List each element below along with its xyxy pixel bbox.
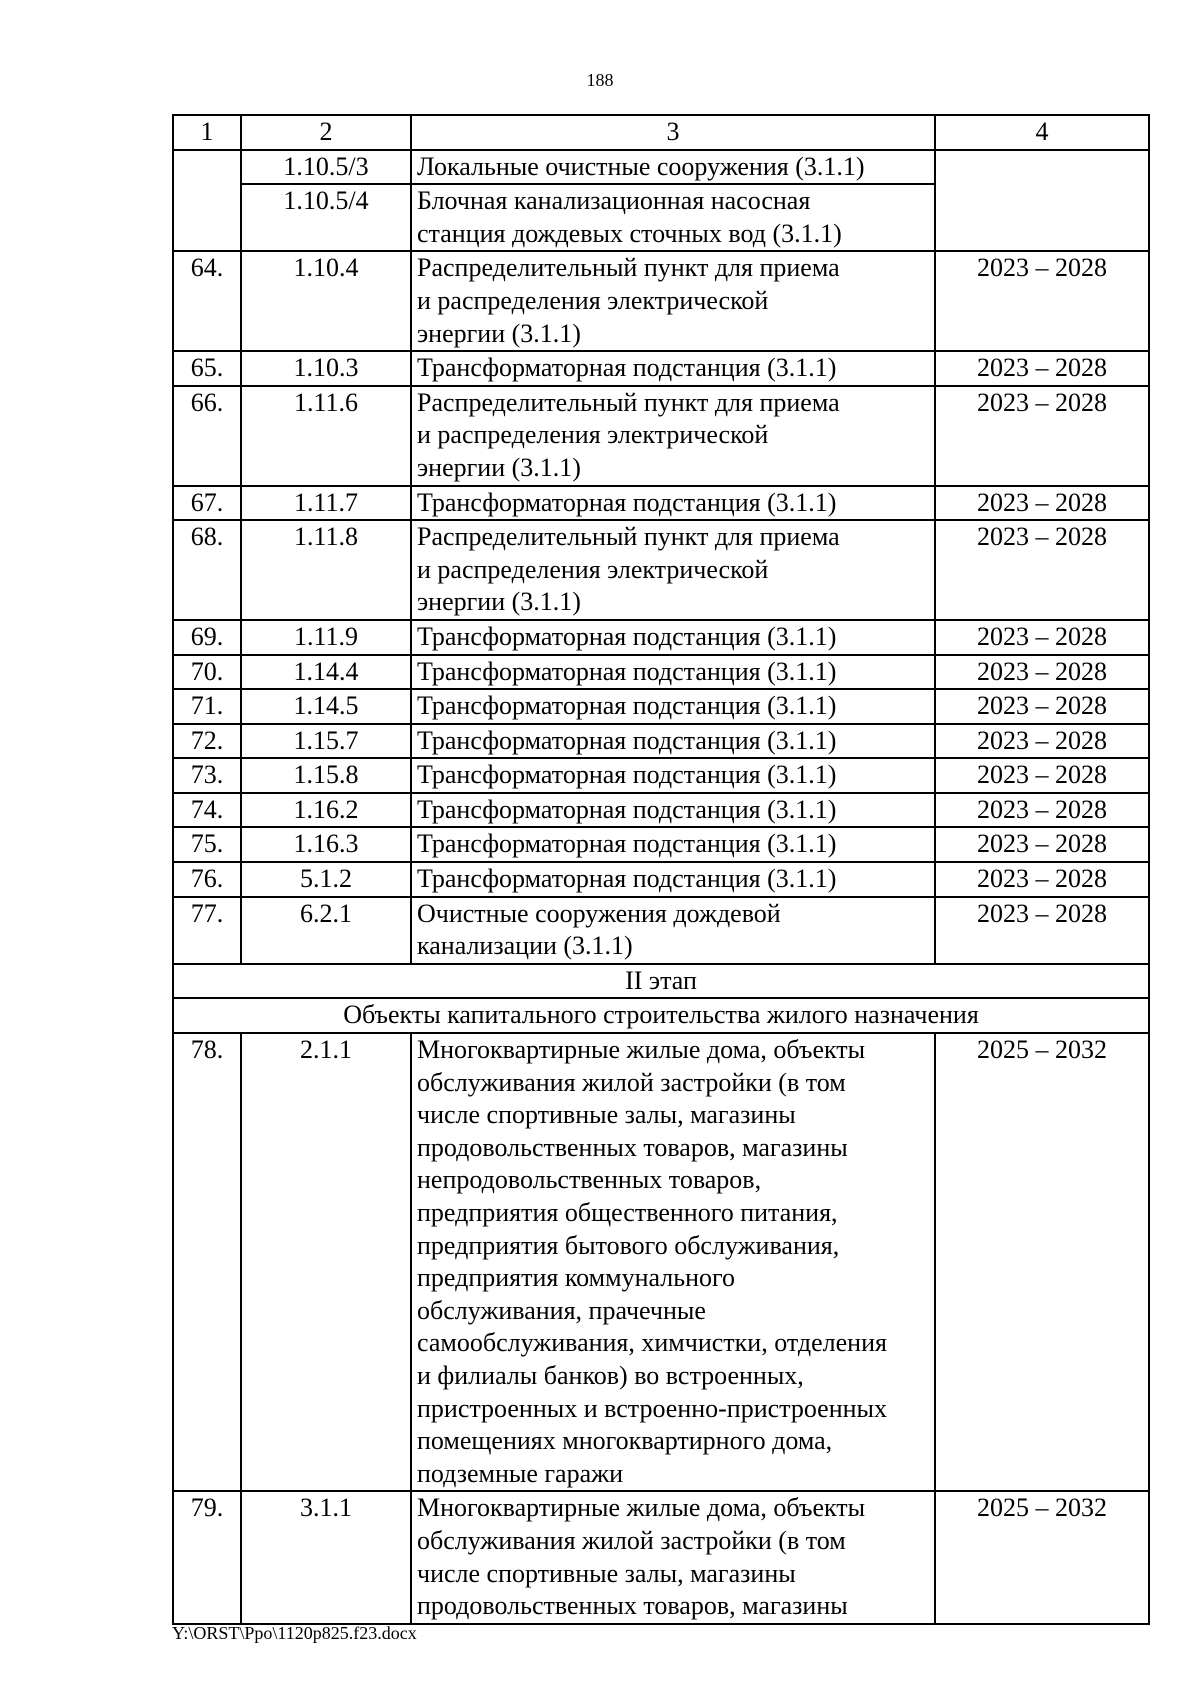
row-code: 5.1.2 <box>241 862 411 897</box>
table-row <box>173 520 1149 620</box>
row-code: 3.1.1 <box>241 1491 411 1623</box>
row-period: 2023 – 2028 <box>935 897 1149 964</box>
row-period: 2023 – 2028 <box>935 351 1149 386</box>
row-code: 1.10.5/3 <box>241 150 411 185</box>
table-header-row <box>173 115 1149 150</box>
row-code: 1.15.7 <box>241 724 411 759</box>
page-number: 188 <box>586 70 614 90</box>
header-cell: 1 <box>173 115 241 150</box>
row-code: 1.11.9 <box>241 620 411 655</box>
row-number: 76. <box>173 862 241 897</box>
file-path-footer: Y:\ORST\Ppo\1120p825.f23.docx <box>172 1623 417 1643</box>
row-number: 78. <box>173 1033 241 1491</box>
row-number: 70. <box>173 655 241 690</box>
row-description: Трансформаторная подстанция (3.1.1) <box>411 862 935 897</box>
row-period: 2023 – 2028 <box>935 862 1149 897</box>
row-period: 2023 – 2028 <box>935 793 1149 828</box>
table-row <box>173 620 1149 655</box>
row-description: Трансформаторная подстанция (3.1.1) <box>411 351 935 386</box>
row-description: Блочная канализационная насосная станция дождевых сточных вод (3.1.1) <box>411 184 935 251</box>
table-row <box>173 862 1149 897</box>
row-description: Трансформаторная подстанция (3.1.1) <box>411 655 935 690</box>
row-number: 65. <box>173 351 241 386</box>
row-code: 1.16.2 <box>241 793 411 828</box>
row-number <box>173 150 241 252</box>
table-row <box>173 655 1149 690</box>
row-description: Распределительный пункт для приема и распределения электрической энергии (3.1.1) <box>411 386 935 486</box>
row-description: Многоквартирные жилые дома, объекты обслуживания жилой застройки (в том числе спортивные залы, магазины продовольственных товаров, магазины непродовольственных товаров, предприятия общественного питания, предприятия бытового обслуживания, предприятия коммунального обслуживания, прачечные самообслуживания, химчистки, отделения и филиалы банков) во встроенных, пристроенных и встроенно-пристроенных помещениях многоквартирного дома, подземные гаражи <box>411 1033 935 1491</box>
row-period <box>935 150 1149 252</box>
table-row <box>173 793 1149 828</box>
table-row <box>173 897 1149 964</box>
row-period: 2023 – 2028 <box>935 386 1149 486</box>
row-description: Распределительный пункт для приема и распределения электрической энергии (3.1.1) <box>411 251 935 351</box>
row-period: 2023 – 2028 <box>935 486 1149 521</box>
table-row <box>173 724 1149 759</box>
row-description: Многоквартирные жилые дома, объекты обслуживания жилой застройки (в том числе спортивные залы, магазины продовольственных товаров, магазины <box>411 1491 935 1623</box>
row-period: 2023 – 2028 <box>935 655 1149 690</box>
table-row <box>173 758 1149 793</box>
row-code: 1.15.8 <box>241 758 411 793</box>
row-number: 73. <box>173 758 241 793</box>
table-row <box>173 689 1149 724</box>
section-title: Объекты капитального строительства жилого назначения <box>173 998 1149 1033</box>
row-code: 1.11.8 <box>241 520 411 620</box>
objects-table <box>172 114 1150 1625</box>
row-period: 2023 – 2028 <box>935 689 1149 724</box>
row-number: 64. <box>173 251 241 351</box>
row-period: 2023 – 2028 <box>935 620 1149 655</box>
section-row <box>173 998 1149 1033</box>
row-code: 2.1.1 <box>241 1033 411 1491</box>
row-code: 1.14.4 <box>241 655 411 690</box>
row-number: 79. <box>173 1491 241 1623</box>
row-description: Очистные сооружения дождевой канализации (3.1.1) <box>411 897 935 964</box>
row-description: Трансформаторная подстанция (3.1.1) <box>411 486 935 521</box>
row-period: 2025 – 2032 <box>935 1491 1149 1623</box>
row-number: 67. <box>173 486 241 521</box>
row-code: 1.10.5/4 <box>241 184 411 251</box>
row-number: 71. <box>173 689 241 724</box>
stage-title: II этап <box>173 964 1149 999</box>
header-cell: 2 <box>241 115 411 150</box>
header-cell: 3 <box>411 115 935 150</box>
table-row <box>173 150 1149 185</box>
row-description: Трансформаторная подстанция (3.1.1) <box>411 827 935 862</box>
row-number: 72. <box>173 724 241 759</box>
row-code: 1.11.7 <box>241 486 411 521</box>
row-number: 77. <box>173 897 241 964</box>
row-period: 2023 – 2028 <box>935 251 1149 351</box>
row-description: Трансформаторная подстанция (3.1.1) <box>411 758 935 793</box>
row-code: 1.10.4 <box>241 251 411 351</box>
row-code: 1.16.3 <box>241 827 411 862</box>
table-row <box>173 1491 1149 1623</box>
row-number: 68. <box>173 520 241 620</box>
row-code: 1.10.3 <box>241 351 411 386</box>
table-row <box>173 1033 1149 1491</box>
row-code: 1.11.6 <box>241 386 411 486</box>
row-description: Локальные очистные сооружения (3.1.1) <box>411 150 935 185</box>
header-cell: 4 <box>935 115 1149 150</box>
row-description: Трансформаторная подстанция (3.1.1) <box>411 620 935 655</box>
row-number: 69. <box>173 620 241 655</box>
row-period: 2025 – 2032 <box>935 1033 1149 1491</box>
row-code: 1.14.5 <box>241 689 411 724</box>
table-row <box>173 351 1149 386</box>
table-row <box>173 486 1149 521</box>
table-row <box>173 827 1149 862</box>
row-number: 66. <box>173 386 241 486</box>
row-description: Трансформаторная подстанция (3.1.1) <box>411 689 935 724</box>
row-period: 2023 – 2028 <box>935 827 1149 862</box>
row-number: 75. <box>173 827 241 862</box>
table-row <box>173 386 1149 486</box>
row-period: 2023 – 2028 <box>935 724 1149 759</box>
row-description: Трансформаторная подстанция (3.1.1) <box>411 793 935 828</box>
row-code: 6.2.1 <box>241 897 411 964</box>
row-number: 74. <box>173 793 241 828</box>
row-period: 2023 – 2028 <box>935 758 1149 793</box>
row-period: 2023 – 2028 <box>935 520 1149 620</box>
row-description: Трансформаторная подстанция (3.1.1) <box>411 724 935 759</box>
table-row <box>173 251 1149 351</box>
row-description: Распределительный пункт для приема и распределения электрической энергии (3.1.1) <box>411 520 935 620</box>
stage-row <box>173 964 1149 999</box>
